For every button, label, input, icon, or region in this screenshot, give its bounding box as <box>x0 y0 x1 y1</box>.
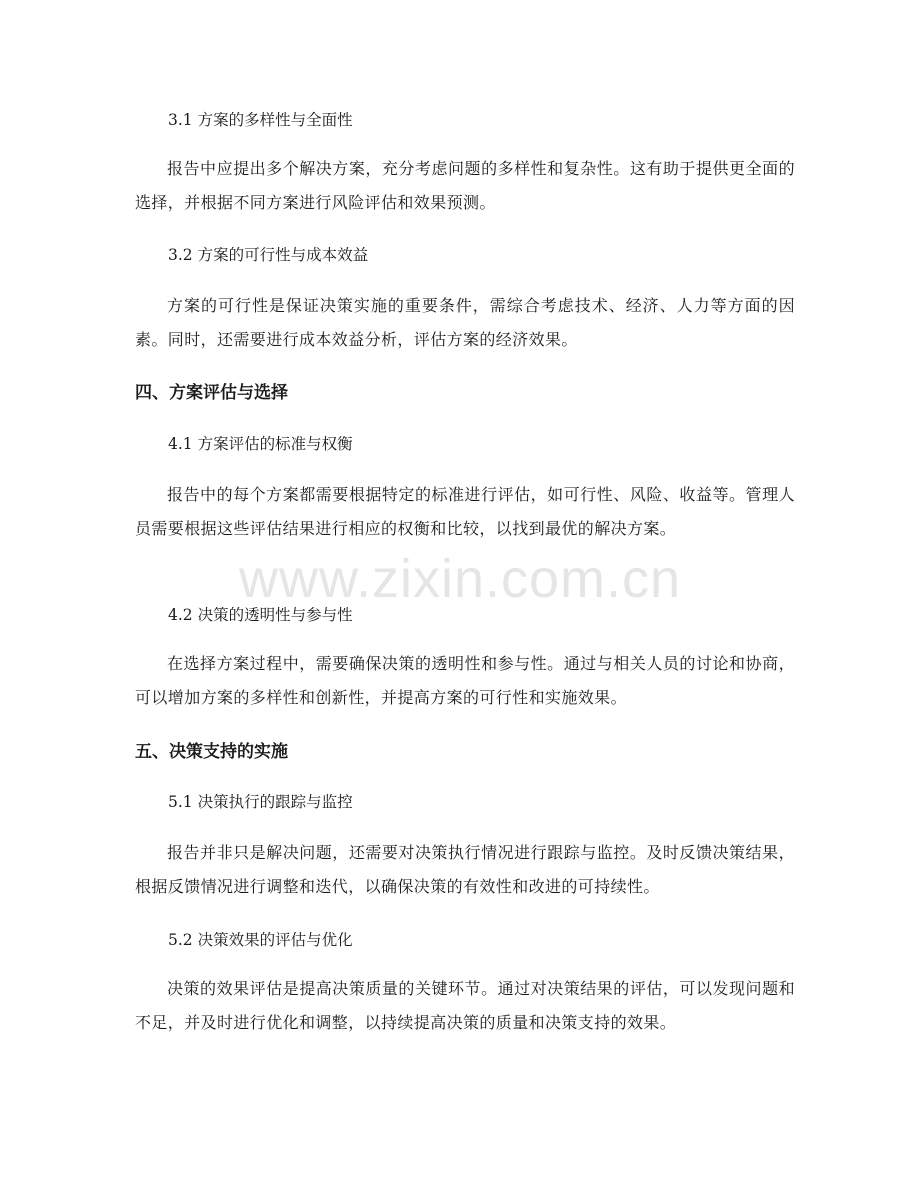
section-heading-5: 五、决策支持的实施 <box>135 742 288 762</box>
watermark: www.zixin.com.cn <box>238 549 682 609</box>
subsection-heading-5-1: 5.1 决策执行的跟踪与监控 <box>168 793 353 811</box>
paragraph-4-1: 报告中的每个方案都需要根据特定的标准进行评估，如可行性、风险、收益等。管理人员需要根据这些评估结果进行相应的权衡和比较，以找到最优的解决方案。 <box>135 485 795 538</box>
subsection-heading-4-2: 4.2 决策的透明性与参与性 <box>168 606 353 624</box>
subsection-heading-4-1: 4.1 方案评估的标准与权衡 <box>168 435 353 453</box>
paragraph-4-2: 在选择方案过程中，需要确保决策的透明性和参与性。通过与相关人员的讨论和协商，可以增加方案的多样性和创新性，并提高方案的可行性和实施效果。 <box>135 654 795 707</box>
subsection-heading-3-2: 3.2 方案的可行性与成本效益 <box>168 246 369 264</box>
paragraph-5-1: 报告并非只是解决问题，还需要对决策执行情况进行跟踪与监控。及时反馈决策结果，根据反馈情况进行调整和迭代，以确保决策的有效性和改进的可持续性。 <box>135 843 795 896</box>
section-heading-4: 四、方案评估与选择 <box>135 383 288 403</box>
subsection-heading-5-2: 5.2 决策效果的评估与优化 <box>168 931 353 949</box>
paragraph-3-2: 方案的可行性是保证决策实施的重要条件，需综合考虑技术、经济、人力等方面的因素。同时，还需要进行成本效益分析，评估方案的经济效果。 <box>135 296 795 349</box>
paragraph-3-1: 报告中应提出多个解决方案，充分考虑问题的多样性和复杂性。这有助于提供更全面的选择，并根据不同方案进行风险评估和效果预测。 <box>135 159 795 212</box>
paragraph-5-2: 决策的效果评估是提高决策质量的关键环节。通过对决策结果的评估，可以发现问题和不足，并及时进行优化和调整，以持续提高决策的质量和决策支持的效果。 <box>135 979 795 1032</box>
subsection-heading-3-1: 3.1 方案的多样性与全面性 <box>168 111 353 129</box>
